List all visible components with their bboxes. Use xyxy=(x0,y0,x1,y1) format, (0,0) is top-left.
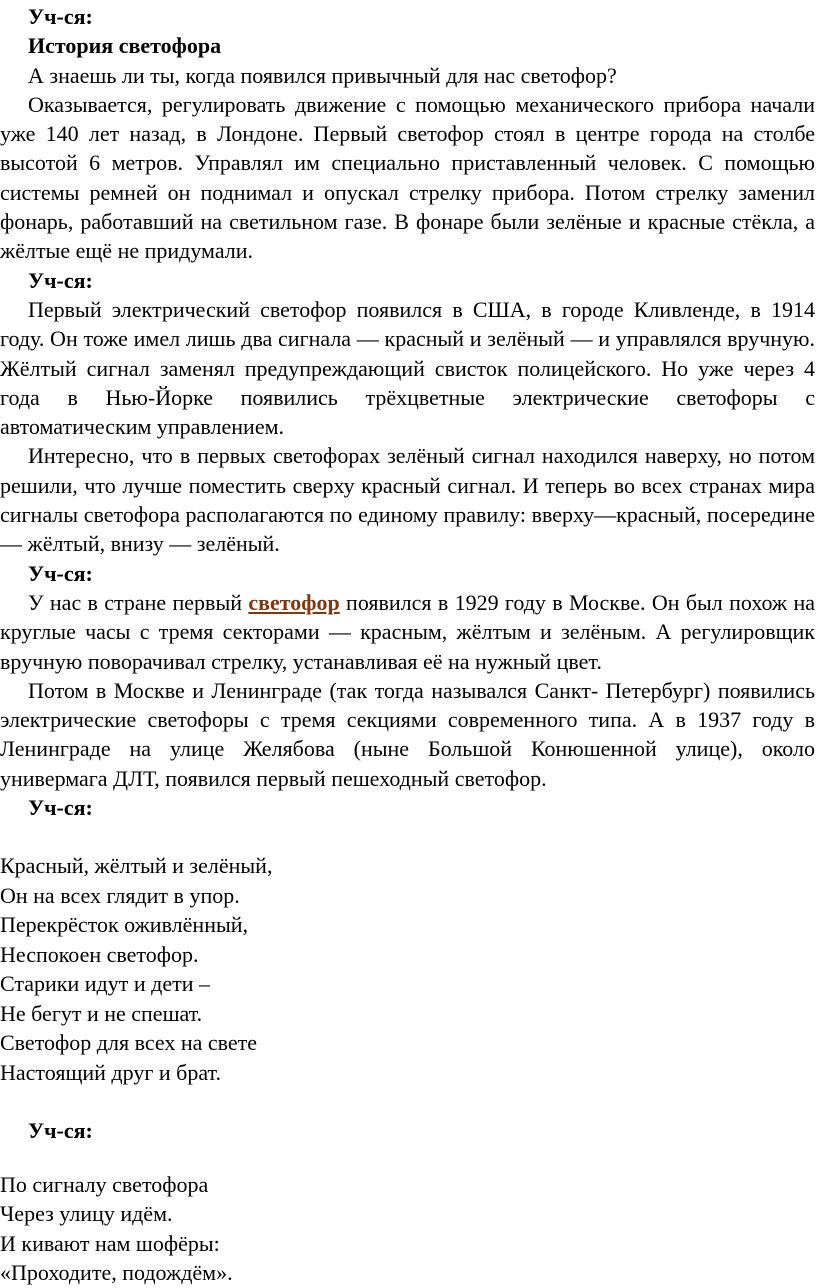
poem-line: Перекрёсток оживлённый, xyxy=(0,912,249,938)
speaker-label: Уч-ся: xyxy=(28,4,93,29)
spacer xyxy=(0,1087,816,1116)
poem-line: Через улицу идём. xyxy=(0,1201,173,1227)
svetofor-link[interactable]: светофор xyxy=(248,589,340,615)
poem-block xyxy=(0,1170,816,1288)
document-title: История светофора xyxy=(28,33,222,59)
paragraph: Потом в Москве и Ленинграде (так тогда назывался Санкт- Петербург) появились электрические светофоры с тремя секциями современного типа. А в 1937 году в Ленинграде на улице Желябова (ныне Большой Конюшенной улице), около универмага ДЛТ, появился первый пешеходный светофор. xyxy=(0,677,815,791)
spacer xyxy=(0,822,816,851)
poem-line: И кивают нам шофёры: xyxy=(0,1230,220,1256)
poem-line: Не бегут и не спешат. xyxy=(0,1000,203,1026)
poem-line: Неспокоен светофор. xyxy=(0,941,199,967)
poem-line: Настоящий друг и брат. xyxy=(0,1059,221,1085)
paragraph: Интересно, что в первых светофорах зелёный сигнал находился наверху, но потом решили, что лучше поместить сверху красный сигнал. И теперь во всех странах мира сигналы светофора располагаются по единому правилу: вверху—красный, посередине — жёлтый, внизу — зелёный. xyxy=(0,443,815,557)
speaker-label: Уч-ся: xyxy=(28,795,93,821)
speaker-label: Уч-ся: xyxy=(28,1118,93,1144)
poem-line: Он на всех глядит в упор. xyxy=(0,882,240,908)
speaker-label: Уч-ся: xyxy=(28,267,93,293)
speaker-label: Уч-ся: xyxy=(28,560,93,586)
poem-block xyxy=(0,851,816,1087)
poem-line: Красный, жёлтый и зелёный, xyxy=(0,853,273,879)
paragraph-text: У нас в стране первый xyxy=(28,589,249,615)
paragraph: А знаешь ли ты, когда появился привычный для нас светофор? xyxy=(28,62,617,88)
poem-line: «Проходите, подождём». xyxy=(0,1260,233,1286)
paragraph: Оказывается, регулировать движение с помощью механического прибора начали уже 140 лет назад, в Лондоне. Первый светофор стоял в центре города на столбе высотой 6 метров. Управлял им специально приставленный человек. С помощью системы ремней он поднимал и опускал стрелку прибора. Потом стрелку заменил фонарь, работавший на светильном газе. В фонаре были зелёные и красные стёкла, а жёлтые ещё не придумали. xyxy=(0,91,815,264)
poem-line: Старики идут и дети – xyxy=(0,971,210,997)
paragraph: Первый электрический светофор появился в США, в городе Кливленде, в 1914 году. Он тоже имел лишь два сигнала — красный и зелёный — и управлялся вручную. Жёлтый сигнал заменял предупреждающий свисток полицейского. Но уже через 4 года в Нью-Йорке появились трёхцветные электрические светофоры с автоматическим управлением. xyxy=(0,296,815,440)
paragraph-with-link xyxy=(0,588,815,676)
poem-line: По сигналу светофора xyxy=(0,1171,209,1197)
poem-line: Светофор для всех на свете xyxy=(0,1030,258,1056)
paragraph-text: появился в 1929 году в Москве. Он был похож на круглые часы с тремя секторами — красным, жёлтым и зелёным. А регулировщик вручную поворачивал стрелку, устанавливая её на нужный цвет. xyxy=(0,589,815,674)
spacer xyxy=(0,1146,816,1170)
